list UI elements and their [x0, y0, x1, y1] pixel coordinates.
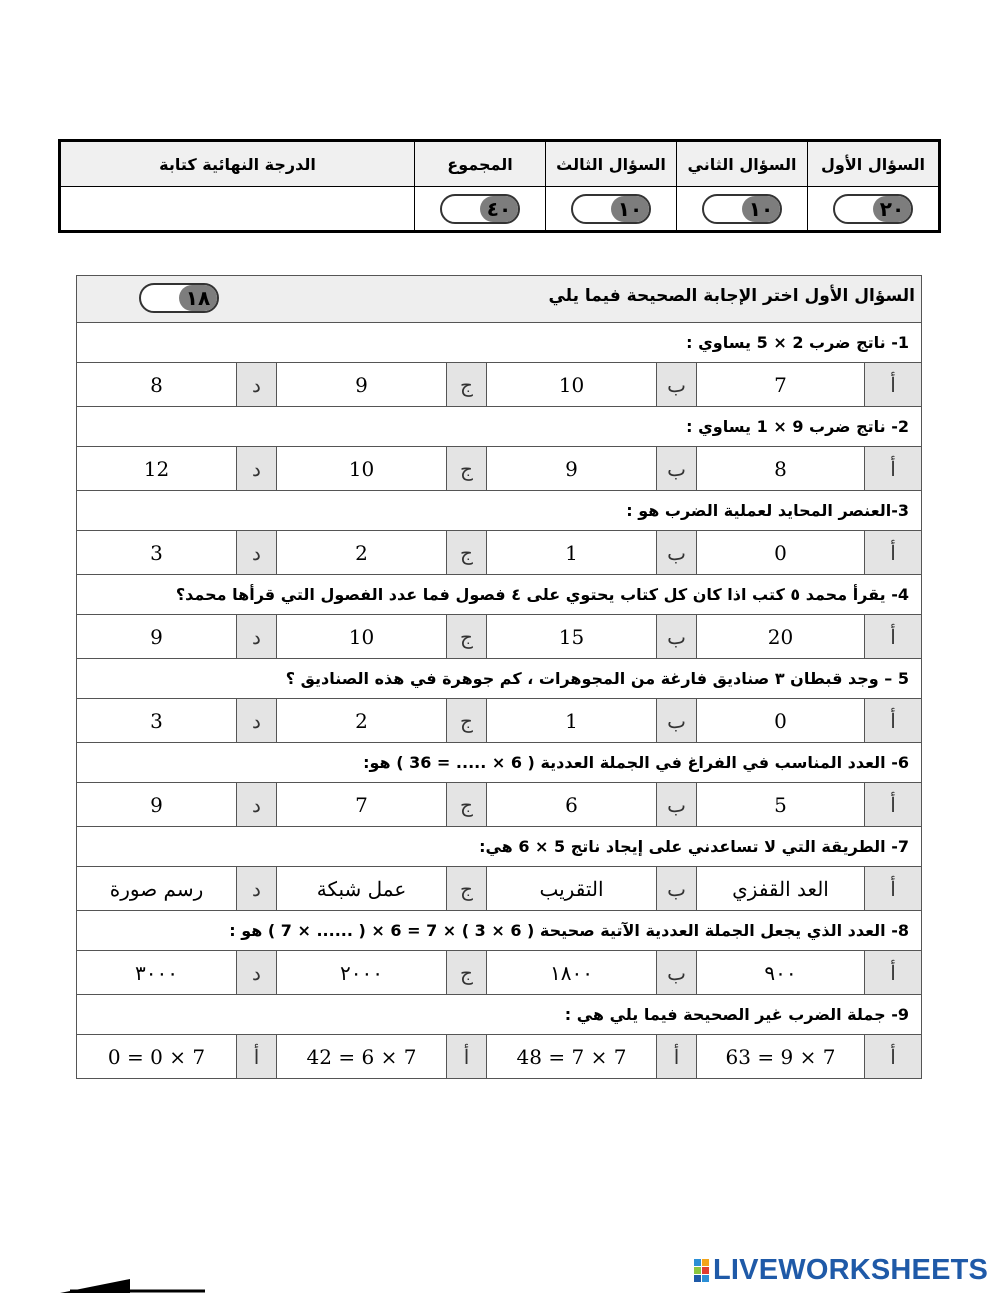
option-letter: ب — [657, 615, 697, 659]
answer-option[interactable]: 8 — [77, 363, 237, 407]
option-letter: أ — [865, 783, 922, 827]
score-cell-q2 — [677, 187, 808, 232]
question-row — [77, 743, 922, 783]
option-letter: ب — [657, 783, 697, 827]
score-badge-q3: ١٠ — [571, 194, 651, 224]
option-letter: أ — [237, 1035, 277, 1079]
question-text: 7- الطريقة التي لا تساعدني على إيجاد ناتج 5 × 6 هي: — [77, 827, 922, 867]
question-row — [77, 407, 922, 447]
arrow-left-icon — [60, 1278, 205, 1294]
answer-option[interactable]: ٩٠٠ — [697, 951, 865, 995]
answer-row — [77, 1035, 922, 1079]
question-text: 5 – وجد قبطان ٣ صناديق فارغة من المجوهرات ، كم جوهرة في هذه الصناديق ؟ — [77, 659, 922, 699]
questions-body — [77, 323, 922, 1079]
answer-row — [77, 783, 922, 827]
option-letter: د — [237, 783, 277, 827]
answer-option[interactable]: 3 — [77, 699, 237, 743]
option-letter: د — [237, 615, 277, 659]
option-letter: د — [237, 951, 277, 995]
option-letter: أ — [865, 1035, 922, 1079]
option-letter: ج — [447, 867, 487, 911]
answer-option[interactable]: العد القفزي — [697, 867, 865, 911]
answer-option[interactable]: 1 — [487, 531, 657, 575]
answer-option[interactable]: ٣٠٠٠ — [77, 951, 237, 995]
score-cell-q1 — [808, 187, 940, 232]
option-letter: ب — [657, 699, 697, 743]
option-letter: أ — [865, 951, 922, 995]
question-row — [77, 995, 922, 1035]
option-letter: أ — [447, 1035, 487, 1079]
logo-text: LIVEWORKSHEETS — [713, 1253, 989, 1286]
header-q1: السؤال الأول — [808, 141, 940, 187]
option-letter: أ — [865, 363, 922, 407]
answer-option[interactable]: ١٨٠٠ — [487, 951, 657, 995]
option-letter: ب — [657, 951, 697, 995]
answer-row — [77, 867, 922, 911]
question-text: 4- يقرأ محمد ٥ كتب اذا كان كل كتاب يحتوي على ٤ فصول فما عدد الفصول التي قرأها محمد؟ — [77, 575, 922, 615]
question-text: 8- العدد الذي يجعل الجملة العددية الآتية صحيحة ( 6 × 3 ) × 7 = 6 × ( ...... × 7 ) هو : — [77, 911, 922, 951]
answer-option[interactable]: 15 — [487, 615, 657, 659]
option-letter: د — [237, 447, 277, 491]
answer-option[interactable]: 5 — [697, 783, 865, 827]
answer-option[interactable]: عمل شبكة — [277, 867, 447, 911]
answer-option[interactable]: التقريب — [487, 867, 657, 911]
option-letter: أ — [865, 615, 922, 659]
option-letter: د — [237, 867, 277, 911]
answer-option[interactable]: 12 — [77, 447, 237, 491]
option-letter: د — [237, 531, 277, 575]
option-letter: د — [237, 363, 277, 407]
answer-option[interactable]: 10 — [487, 363, 657, 407]
option-letter: ج — [447, 447, 487, 491]
option-letter: ج — [447, 363, 487, 407]
answer-option[interactable]: 0 — [697, 699, 865, 743]
option-letter: ب — [657, 867, 697, 911]
section-score-badge: ١٨ — [139, 283, 219, 313]
option-letter: أ — [865, 699, 922, 743]
question-text: 2- ناتج ضرب 9 × 1 يساوي : — [77, 407, 922, 447]
option-letter: د — [237, 699, 277, 743]
answer-option[interactable]: 7 — [697, 363, 865, 407]
answer-row — [77, 615, 922, 659]
answer-row — [77, 363, 922, 407]
section-header — [77, 276, 922, 323]
answer-option[interactable]: 9 — [277, 363, 447, 407]
answer-option[interactable]: 9 — [487, 447, 657, 491]
answer-option[interactable]: رسم صورة — [77, 867, 237, 911]
header-q3: السؤال الثالث — [546, 141, 677, 187]
answer-option[interactable]: 9 — [77, 783, 237, 827]
score-badge-q1: ٢٠ — [833, 194, 913, 224]
answer-option[interactable]: 7 × 9 = 63 — [697, 1035, 865, 1079]
option-letter: ب — [657, 531, 697, 575]
answer-option[interactable]: 1 — [487, 699, 657, 743]
option-letter: ج — [447, 615, 487, 659]
question-row — [77, 659, 922, 699]
score-summary-table — [58, 139, 941, 233]
question-row — [77, 575, 922, 615]
question-row — [77, 323, 922, 363]
option-letter: أ — [865, 531, 922, 575]
answer-option[interactable]: 10 — [277, 447, 447, 491]
question-text: 9- جملة الضرب غير الصحيحة فيما يلي هي : — [77, 995, 922, 1035]
header-q2: السؤال الثاني — [677, 141, 808, 187]
score-cell-total — [415, 187, 546, 232]
answer-row — [77, 447, 922, 491]
answer-row — [77, 531, 922, 575]
score-cell-q3 — [546, 187, 677, 232]
score-badge-q2: ١٠ — [702, 194, 782, 224]
option-letter: ج — [447, 951, 487, 995]
answer-option[interactable]: 2 — [277, 531, 447, 575]
option-letter: أ — [865, 867, 922, 911]
option-letter: ج — [447, 699, 487, 743]
answer-option[interactable]: 7 × 6 = 42 — [277, 1035, 447, 1079]
answer-option[interactable]: 3 — [77, 531, 237, 575]
option-letter: ب — [657, 447, 697, 491]
liveworksheets-logo — [694, 1255, 988, 1285]
question-text: 1- ناتج ضرب 2 × 5 يساوي : — [77, 323, 922, 363]
answer-option[interactable]: 7 — [277, 783, 447, 827]
question-text: 6- العدد المناسب في الفراغ في الجملة العددية ( 6 × ..... = 36 ) هو: — [77, 743, 922, 783]
answer-option[interactable]: 9 — [77, 615, 237, 659]
header-final-written: الدرجة النهائية كتابة — [60, 141, 415, 187]
question-text: 3-العنصر المحايد لعملية الضرب هو : — [77, 491, 922, 531]
answer-option[interactable]: 2 — [277, 699, 447, 743]
option-letter: ج — [447, 783, 487, 827]
answer-option[interactable]: 7 × 0 = 0 — [77, 1035, 237, 1079]
header-total: المجموع — [415, 141, 546, 187]
section-title: السؤال الأول اختر الإجابة الصحيحة فيما يلي — [548, 286, 915, 306]
answer-option[interactable]: 10 — [277, 615, 447, 659]
option-letter: ج — [447, 531, 487, 575]
question-row — [77, 911, 922, 951]
answer-option[interactable]: 6 — [487, 783, 657, 827]
question-row — [77, 491, 922, 531]
answer-row — [77, 951, 922, 995]
question-row — [77, 827, 922, 867]
answer-option[interactable]: 7 × 7 = 48 — [487, 1035, 657, 1079]
option-letter: أ — [865, 447, 922, 491]
answer-option[interactable]: 20 — [697, 615, 865, 659]
answer-option[interactable]: ٢٠٠٠ — [277, 951, 447, 995]
answer-row — [77, 699, 922, 743]
logo-mark-icon — [694, 1259, 709, 1282]
option-letter: ب — [657, 363, 697, 407]
answer-option[interactable]: 8 — [697, 447, 865, 491]
final-written-input[interactable] — [60, 187, 415, 232]
answer-option[interactable]: 0 — [697, 531, 865, 575]
question-table — [76, 275, 922, 1079]
score-badge-total: ٤٠ — [440, 194, 520, 224]
option-letter: أ — [657, 1035, 697, 1079]
